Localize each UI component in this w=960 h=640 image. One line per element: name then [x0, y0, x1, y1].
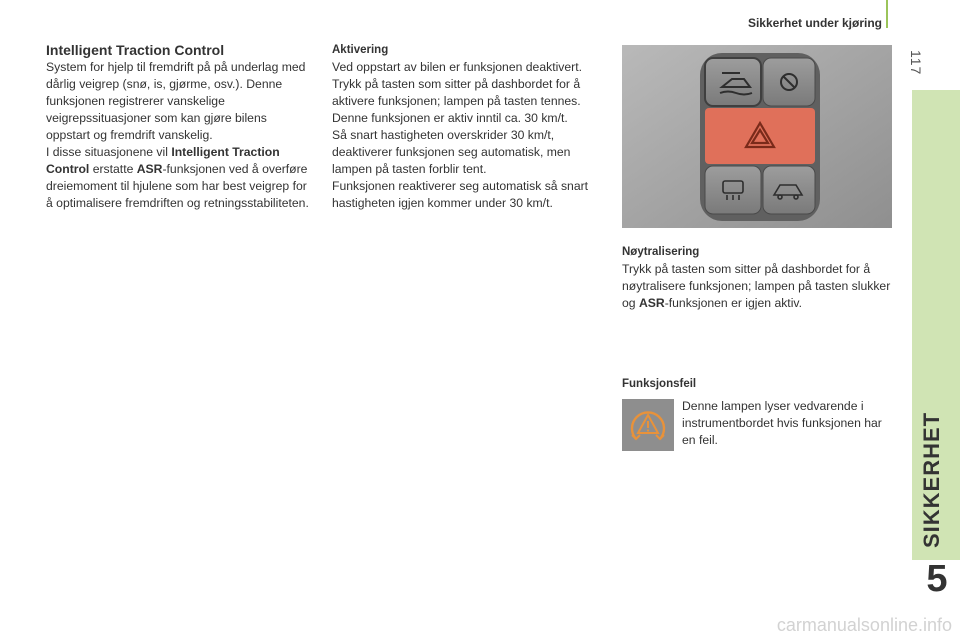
page-number: 117: [908, 50, 924, 76]
paragraph-line: Denne funksjonen er aktiv inntil ca. 30 km/t.: [332, 111, 568, 125]
chapter-number: 5: [926, 558, 948, 600]
paragraph: [622, 261, 892, 312]
traction-warning-lamp: [622, 399, 674, 451]
text-run: Trykk på tasten som sitter på dashbordet for å nøytralisere funksjonen; lampen på tasten slukker og: [622, 262, 891, 310]
chapter-label: SIKKERHET: [919, 411, 944, 548]
section-aktivering: [332, 42, 604, 212]
paragraph: [46, 144, 314, 212]
section-funksjonsfeil: [622, 376, 892, 393]
paragraph: System for hjelp til fremdrift på på underlag med dårlig veigrep (snø, is, gjørme, osv.). Denne funksjonen registrerer vanskelige veigrepssituasjoner som kan gjøre bilens oppstart og fremdrift vanskelig.: [46, 60, 306, 142]
paragraph-line: Funksjonen reaktiverer seg automatisk så snart hastigheten igjen kommer under 30 km/t.: [332, 179, 589, 210]
section-intelligent-traction-control: [46, 42, 314, 212]
page-header-title: Sikkerhet under kjøring: [747, 16, 882, 30]
funksjonsfeil-text: [682, 398, 892, 449]
paragraph-line: Trykk på tasten som sitter på dashbordet for å aktivere funksjonen; lampen på tasten tennes.: [332, 77, 581, 108]
watermark: carmanualsonline.info: [776, 615, 952, 635]
section-title: Aktivering: [332, 44, 389, 56]
paragraph: Denne lampen lyser vedvarende i instrumentbordet hvis funksjonen har en feil.: [682, 399, 882, 447]
paragraph-line: Ved oppstart av bilen er funksjonen deaktivert.: [332, 60, 582, 74]
section-title: Funksjonsfeil: [622, 378, 697, 390]
warning-icon: [622, 399, 674, 451]
text-run: -funksjonen ved å overføre dreiemoment til hjulene som har best veigrep for å optimalisere fremdriften og retningsstabiliteten.: [46, 162, 309, 210]
text-run: I disse situasjonene vil: [46, 145, 172, 159]
text-bold: ASR: [638, 296, 665, 310]
section-noytralisering: [622, 244, 892, 312]
dashboard-buttons-photo: [622, 45, 892, 228]
text-bold: Intelligent Traction Control: [46, 145, 280, 176]
paragraph-line: Så snart hastigheten overskrider 30 km/t, deaktiverer funksjonen seg automatisk, men lampen på tasten forblir tent.: [332, 128, 571, 176]
text-run: -funksjonen er igjen aktiv.: [664, 296, 802, 310]
header-divider: [886, 0, 888, 28]
section-title: Nøytralisering: [622, 246, 700, 258]
section-title: Intelligent Traction Control: [46, 42, 225, 58]
text-run: erstatte: [89, 162, 137, 176]
text-bold: ASR: [136, 162, 163, 176]
